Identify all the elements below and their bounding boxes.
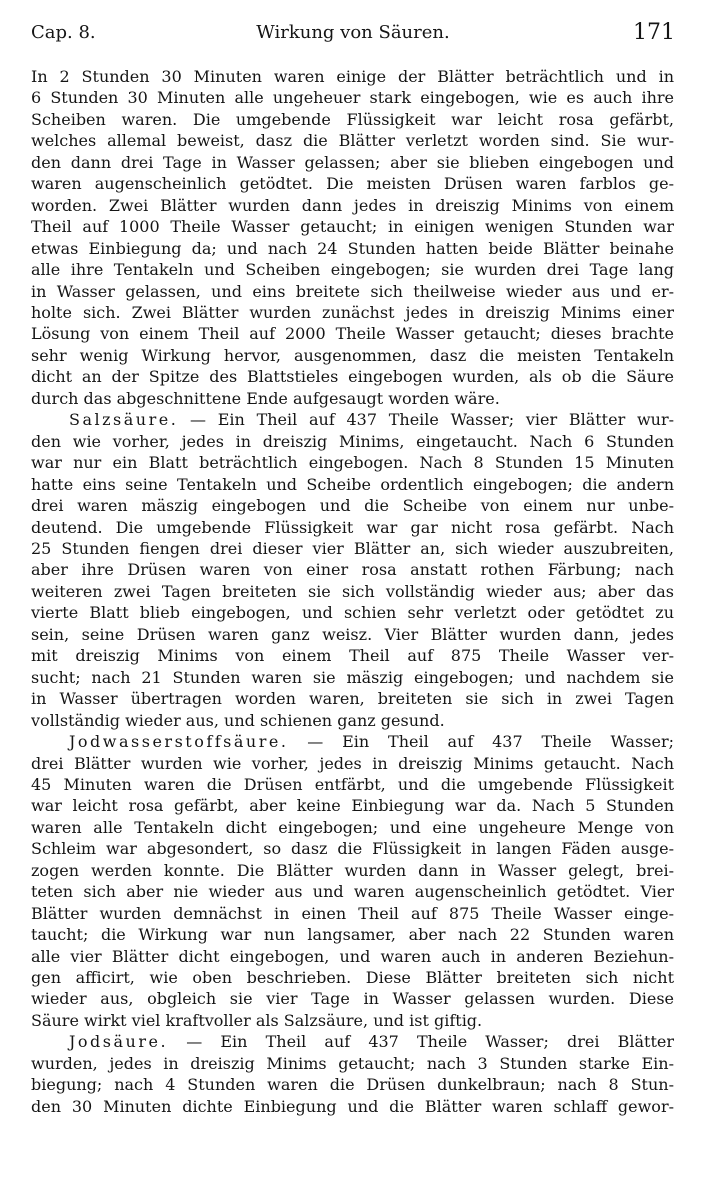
- text-line: [31, 903, 674, 924]
- line-text: vollständig wieder aus, und schienen ganz gesund.: [31, 710, 445, 730]
- section-heading: Jodwasserstoffsäure.: [69, 732, 289, 752]
- line-text: sein, seine Drüsen waren ganz weisz. Vier Blätter wurden dann, jedes: [31, 624, 674, 644]
- text-line: [31, 602, 674, 623]
- text-line: [31, 731, 674, 752]
- text-line: [31, 559, 674, 580]
- line-text: holte sich. Zwei Blätter wurden zunächst jedes in dreiszig Minims einer: [31, 302, 674, 322]
- line-text: — Ein Theil auf 437 Theile Wasser; vier Blätter wur-: [178, 410, 674, 430]
- line-text: Scheiben waren. Die umgebende Flüssigkeit war leicht rosa gefärbt,: [31, 109, 674, 129]
- line-text: 25 Stunden fiengen drei dieser vier Blätter an, sich wieder auszubreiten,: [31, 538, 674, 558]
- text-line: [31, 795, 674, 816]
- line-text: taucht; die Wirkung war nun langsamer, aber nach 22 Stunden waren: [31, 925, 674, 945]
- text-line: [31, 667, 674, 688]
- line-text: durch das abgeschnittene Ende aufgesaugt worden wäre.: [31, 388, 500, 408]
- text-line: [31, 1053, 674, 1074]
- text-line: [31, 517, 674, 538]
- line-text: — Ein Theil auf 437 Theile Wasser;: [288, 732, 674, 752]
- text-line: [31, 581, 674, 602]
- line-text: — Ein Theil auf 437 Theile Wasser; drei Blätter: [168, 1032, 674, 1052]
- line-text: waren alle Tentakeln dicht eingebogen; und eine ungeheure Menge von: [31, 817, 674, 837]
- line-text: weiteren zwei Tagen breiteten sie sich vollständig wieder aus; aber das: [31, 581, 674, 601]
- line-text: sehr wenig Wirkung hervor, ausgenommen, dasz die meisten Tentakeln: [31, 345, 674, 365]
- line-text: hatte eins seine Tentakeln und Scheibe ordentlich eingebogen; die andern: [31, 474, 674, 494]
- text-line: [31, 1031, 674, 1052]
- text-line: [31, 624, 674, 645]
- line-text: mit dreiszig Minims von einem Theil auf 875 Theile Wasser ver-: [31, 646, 674, 666]
- line-text: wurden, jedes in dreiszig Minims getaucht; nach 3 Stunden starke Ein-: [31, 1053, 674, 1073]
- line-text: dicht an der Spitze des Blattstieles eingebogen wurden, als ob die Säure: [31, 367, 674, 387]
- section-heading: Salzsäure.: [69, 410, 179, 430]
- page-body: [31, 66, 674, 1117]
- line-text: Blätter wurden demnächst in einen Theil auf 875 Theile Wasser einge-: [31, 903, 674, 923]
- line-text: alle ihre Tentakeln und Scheiben eingebogen; sie wurden drei Tage lang: [31, 260, 674, 280]
- line-text: worden. Zwei Blätter wurden dann jedes in dreiszig Minims von einem: [31, 195, 674, 215]
- text-line: [31, 774, 674, 795]
- chapter-label: Cap. 8.: [31, 22, 96, 43]
- line-text: teten sich aber nie wieder aus und waren augenscheinlich getödtet. Vier: [31, 882, 674, 902]
- line-text: war leicht rosa gefärbt, aber keine Einbiegung war da. Nach 5 Stunden: [31, 796, 674, 816]
- text-line: [31, 173, 674, 194]
- running-title: Wirkung von Säuren.: [256, 22, 450, 43]
- text-line: [31, 452, 674, 473]
- text-line: [31, 688, 674, 709]
- line-text: waren augenscheinlich getödtet. Die meisten Drüsen waren farblos ge-: [31, 174, 674, 194]
- line-text: 45 Minuten waren die Drüsen entfärbt, und die umgebende Flüssigkeit: [31, 774, 674, 794]
- text-line: [31, 710, 674, 731]
- text-line: [31, 817, 674, 838]
- text-line: [31, 109, 674, 130]
- text-line: [31, 130, 674, 151]
- text-line: [31, 238, 674, 259]
- line-text: welches allemal beweist, dasz die Blätter verletzt worden sind. Sie wur-: [31, 131, 674, 151]
- text-line: [31, 1074, 674, 1095]
- line-text: den wie vorher, jedes in dreiszig Minims, eingetaucht. Nach 6 Stunden: [31, 431, 674, 451]
- line-text: gen afficirt, wie oben beschrieben. Diese Blätter breiteten sich nicht: [31, 968, 674, 988]
- text-line: [31, 860, 674, 881]
- line-text: den 30 Minuten dichte Einbiegung und die Blätter waren schlaff gewor-: [31, 1096, 674, 1116]
- text-line: [31, 1010, 674, 1031]
- line-text: deutend. Die umgebende Flüssigkeit war gar nicht rosa gefärbt. Nach: [31, 517, 674, 537]
- text-line: [31, 495, 674, 516]
- line-text: den dann drei Tage in Wasser gelassen; aber sie blieben eingebogen und: [31, 152, 674, 172]
- line-text: biegung; nach 4 Stunden waren die Drüsen dunkelbraun; nach 8 Stun-: [31, 1075, 674, 1095]
- running-header: [31, 22, 675, 56]
- line-text: in Wasser gelassen, und eins breitete sich theilweise wieder aus und er-: [31, 281, 674, 301]
- line-text: Theil auf 1000 Theile Wasser getaucht; in einigen wenigen Stunden war: [31, 217, 674, 237]
- text-line: [31, 753, 674, 774]
- text-line: [31, 152, 674, 173]
- line-text: Schleim war abgesondert, so dasz die Flüssigkeit in langen Fäden ausge-: [31, 839, 674, 859]
- text-line: [31, 838, 674, 859]
- text-line: [31, 302, 674, 323]
- section-heading: Jodsäure.: [69, 1032, 169, 1052]
- line-text: Lösung von einem Theil auf 2000 Theile Wasser getaucht; dieses brachte: [31, 324, 674, 344]
- text-line: [31, 967, 674, 988]
- text-line: [31, 66, 674, 87]
- text-line: [31, 366, 674, 387]
- text-line: [31, 388, 674, 409]
- text-line: [31, 988, 674, 1009]
- line-text: war nur ein Blatt beträchtlich eingebogen. Nach 8 Stunden 15 Minuten: [31, 453, 674, 473]
- line-text: Säure wirkt viel kraftvoller als Salzsäure, und ist giftig.: [31, 1010, 483, 1030]
- text-line: [31, 409, 674, 430]
- page-number: 171: [633, 20, 675, 45]
- line-text: in Wasser übertragen worden waren, breiteten sie sich in zwei Tagen: [31, 689, 674, 709]
- text-line: [31, 924, 674, 945]
- text-line: [31, 345, 674, 366]
- text-line: [31, 323, 674, 344]
- line-text: zogen werden konnte. Die Blätter wurden dann in Wasser gelegt, brei-: [31, 860, 674, 880]
- text-line: [31, 645, 674, 666]
- line-text: alle vier Blätter dicht eingebogen, und waren auch in anderen Beziehun-: [31, 946, 674, 966]
- line-text: wieder aus, obgleich sie vier Tage in Wasser gelassen wurden. Diese: [31, 989, 674, 1009]
- text-line: [31, 259, 674, 280]
- text-line: [31, 946, 674, 967]
- text-line: [31, 881, 674, 902]
- line-text: drei waren mäszig eingebogen und die Scheibe von einem nur unbe-: [31, 496, 674, 516]
- line-text: etwas Einbiegung da; und nach 24 Stunden hatten beide Blätter beinahe: [31, 238, 674, 258]
- text-line: [31, 431, 674, 452]
- line-text: drei Blätter wurden wie vorher, jedes in dreiszig Minims getaucht. Nach: [31, 753, 674, 773]
- text-line: [31, 87, 674, 108]
- text-line: [31, 216, 674, 237]
- text-line: [31, 538, 674, 559]
- line-text: vierte Blatt blieb eingebogen, und schien sehr verletzt oder getödtet zu: [31, 603, 674, 623]
- text-line: [31, 195, 674, 216]
- line-text: sucht; nach 21 Stunden waren sie mäszig eingebogen; und nachdem sie: [31, 667, 674, 687]
- text-line: [31, 1096, 674, 1117]
- line-text: aber ihre Drüsen waren von einer rosa anstatt rothen Färbung; nach: [31, 560, 674, 580]
- text-line: [31, 281, 674, 302]
- line-text: 6 Stunden 30 Minuten alle ungeheuer stark eingebogen, wie es auch ihre: [31, 88, 674, 108]
- line-text: In 2 Stunden 30 Minuten waren einige der Blätter beträchtlich und in: [31, 67, 674, 86]
- text-line: [31, 474, 674, 495]
